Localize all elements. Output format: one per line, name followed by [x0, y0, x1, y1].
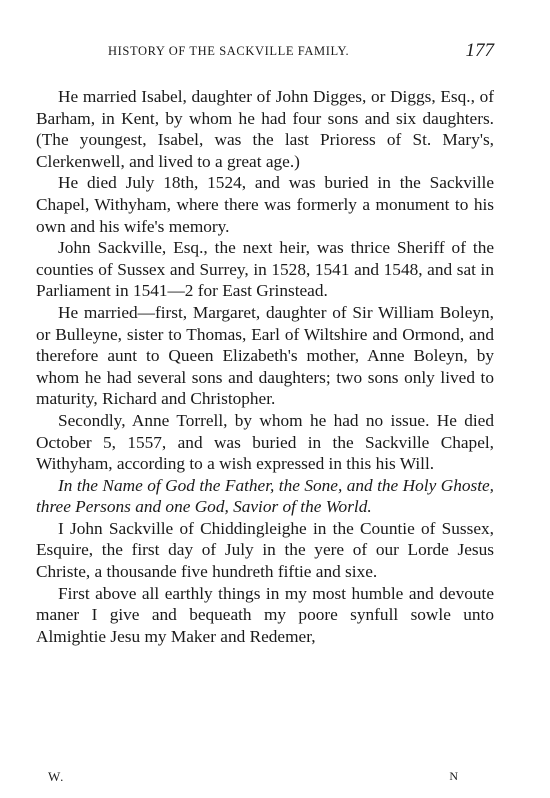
paragraph-marriage-isabel: He married Isabel, daughter of John Digges, or Diggs, Esq., of Barham, in Kent, by whom he had four sons and six daughters. (The youngest, Isabel, was the last Prioress of St. Mary's, Clerkenwell, and lived to a great age.) [36, 87, 494, 171]
signature-mark-right: N [449, 769, 458, 783]
paragraph-will-invocation: In the Name of God the Father, the Sone, and the Holy Ghoste, three Persons and one God, Savior of the World. [36, 475, 494, 517]
running-title: HISTORY OF THE SACKVILLE FAMILY. [108, 44, 350, 58]
body-text [36, 86, 494, 647]
page-number: 177 [465, 40, 494, 61]
running-head [36, 34, 494, 64]
paragraph-anne-torrell: Secondly, Anne Torrell, by whom he had no issue. He died October 5, 1557, and was buried in the Sackville Chapel, Withyham, according to a wish expressed in this his Will. [36, 410, 494, 474]
book-page [36, 34, 494, 647]
paragraph-will-opening: I John Sackville of Chiddingleighe in the Countie of Sussex, Esquire, the first day of July in the yere of our Lorde Jesus Christe, a thousande five hundreth fiftie and sixe. [36, 518, 494, 582]
paragraph-death-1524: He died July 18th, 1524, and was buried in the Sackville Chapel, Withyham, where there was formerly a monument to his own and his wife's memory. [36, 173, 494, 236]
paragraph-marriage-margaret: He married—first, Margaret, daughter of Sir William Boleyn, or Bulleyne, sister to Thomas, Earl of Wiltshire and Ormond, and therefore aunt to Queen Elizabeth's mother, Anne Boleyn, by whom he had several sons and daughters; two sons only lived to maturity, Richard and Christopher. [36, 302, 494, 409]
signature-mark-left: W. [48, 769, 65, 784]
paragraph-john-sackville: John Sackville, Esq., the next heir, was thrice Sheriff of the counties of Sussex and Surrey, in 1528, 1541 and 1548, and sat in Parliament in 1541—2 for East Grinstead. [36, 238, 494, 301]
paragraph-will-bequest: First above all earthly things in my most humble and devoute maner I give and bequeath my poore synfull sowle unto Almightie Jesu my Maker and Redemer, [36, 583, 494, 646]
